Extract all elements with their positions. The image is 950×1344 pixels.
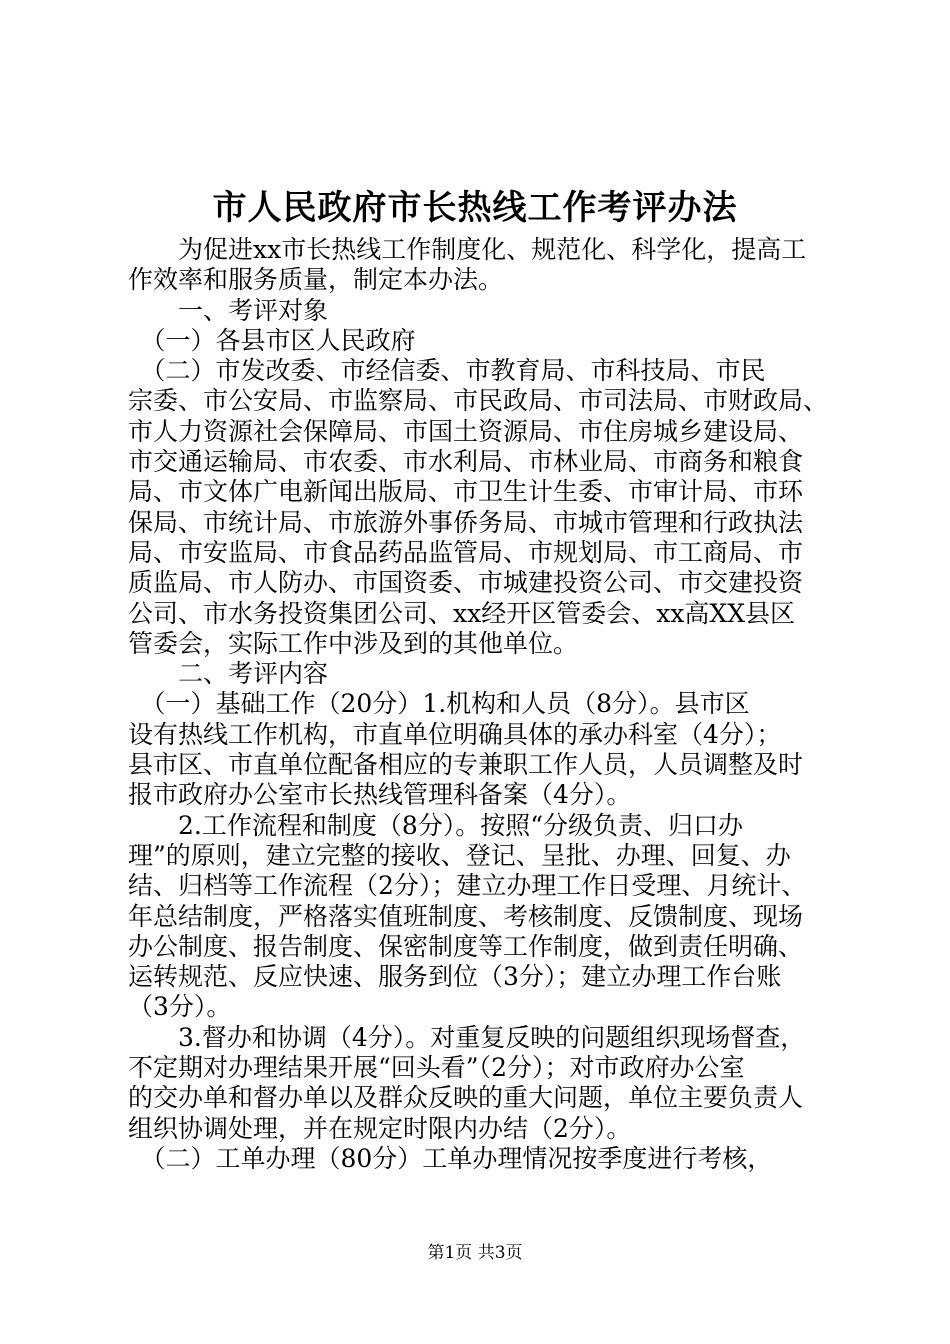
- body-line: 局、市安监局、市食品药品监管局、市规划局、市工商局、市: [128, 537, 804, 567]
- body-line: （二）工单办理（80分）工单办理情况按季度进行考核，: [128, 1143, 773, 1173]
- document-body: [128, 235, 858, 1174]
- body-line: 结、归档等工作流程（2分）；建立办理工作日受理、月统计、: [128, 871, 807, 901]
- body-line: （3分）。: [128, 992, 232, 1022]
- body-line: 年总结制度，严格落实值班制度、考核制度、反馈制度、现场: [128, 901, 804, 931]
- body-line: 运转规范、反应快速、服务到位（3分）；建立办理工作台账: [128, 962, 782, 992]
- section-heading: 一、考评对象: [128, 295, 329, 325]
- body-line: （一）各县市区人民政府: [128, 325, 416, 355]
- body-line: 宗委、市公安局、市监察局、市民政局、市司法局、市财政局、: [128, 386, 829, 416]
- document-title: 市人民政府市长热线工作考评办法: [212, 188, 738, 228]
- body-line: 作效率和服务质量，制定本办法。: [128, 265, 504, 295]
- body-line: 设有热线工作机构，市直单位明确具体的承办科室（4分）；: [128, 719, 782, 749]
- body-line: 公司、市水务投资集团公司、xx经开区管委会、xx高XX县区: [128, 598, 795, 628]
- body-line: 组织协调处理，并在规定时限内办结（2分）。: [128, 1113, 632, 1143]
- body-line: 县市区、市直单位配备相应的专兼职工作人员，人员调整及时: [128, 750, 804, 780]
- body-line: 的交办单和督办单以及群众反映的重大问题，单位主要负责人: [128, 1083, 804, 1113]
- body-line: 3.督办和协调（4分）。对重复反映的问题组织现场督查，: [128, 1022, 806, 1052]
- body-line: 2.工作流程和制度（8分）。按照“分级负责、归口办: [128, 810, 744, 840]
- body-line: 报市政府办公室市长热线管理科备案（4分）。: [128, 780, 632, 810]
- body-line: 不定期对办理结果开展“回头看”（2分）；对市政府办公室: [128, 1053, 745, 1083]
- page-number: 第1页 共3页: [427, 1243, 523, 1263]
- body-line: 质监局、市人防办、市国资委、市城建投资公司、市交建投资: [128, 568, 804, 598]
- body-line: （二）市发改委、市经信委、市教育局、市科技局、市民: [128, 356, 766, 386]
- body-line: 管委会，实际工作中涉及到的其他单位。: [128, 628, 579, 658]
- body-line: 局、市文体广电新闻出版局、市卫生计生委、市审计局、市环: [128, 477, 804, 507]
- body-line: （一）基础工作（20分）1.机构和人员（8分）。县市区: [128, 689, 750, 719]
- page-footer: [0, 1238, 950, 1263]
- body-line: 市人力资源社会保障局、市国土资源局、市住房城乡建设局、: [128, 416, 804, 446]
- body-line: 理”的原则，建立完整的接收、登记、呈批、办理、回复、办: [128, 840, 791, 870]
- section-heading: 二、考评内容: [128, 659, 329, 689]
- body-line: 为促进xx市长热线工作制度化、规范化、科学化，提高工: [128, 235, 807, 264]
- body-line: 办公制度、报告制度、保密制度等工作制度，做到责任明确、: [128, 931, 804, 961]
- body-line: 市交通运输局、市农委、市水利局、市林业局、市商务和粮食: [128, 447, 804, 477]
- body-line: 保局、市统计局、市旅游外事侨务局、市城市管理和行政执法: [128, 507, 804, 537]
